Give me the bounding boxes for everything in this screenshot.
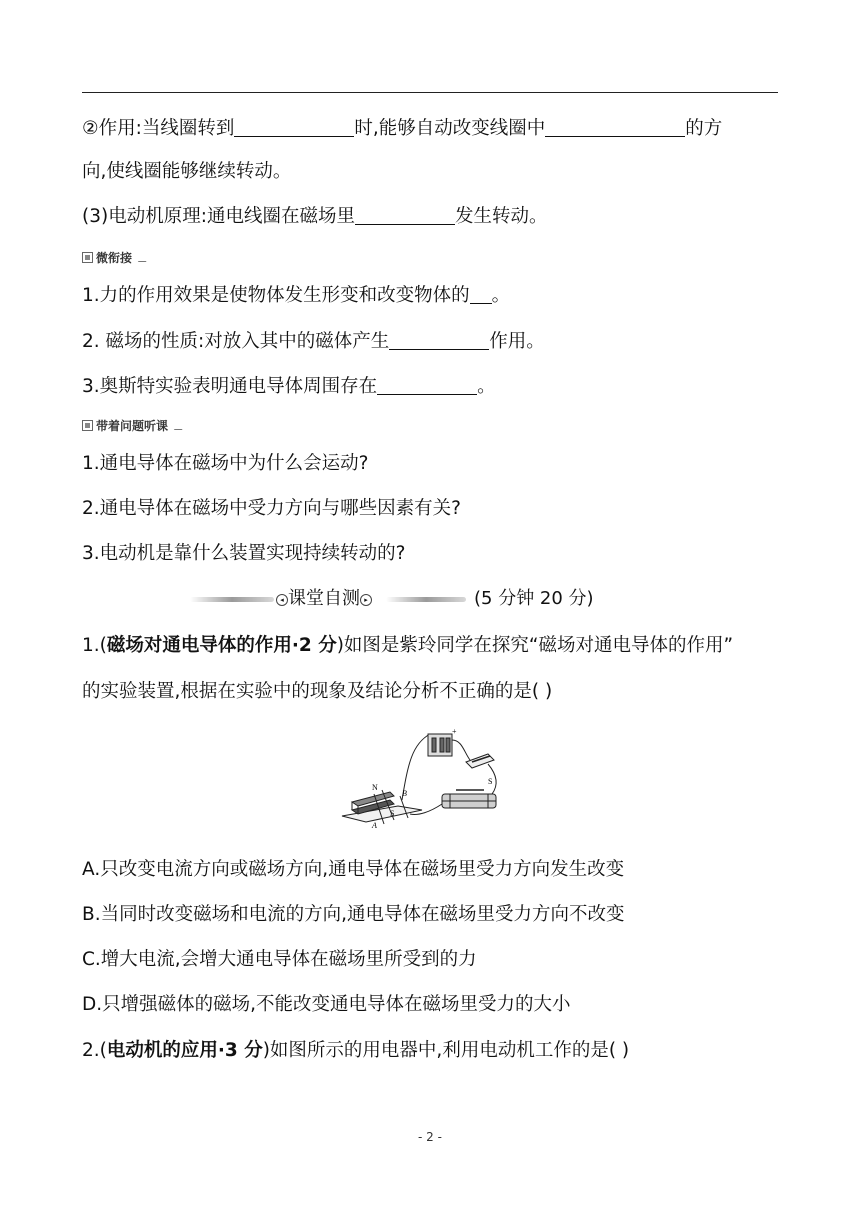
banner-bar-right: [386, 597, 466, 602]
text-line-1: [82, 117, 722, 141]
problem1-stem-a: )如图是紫玲同学在探究“磁场对通电导体的作用”: [336, 635, 734, 656]
bridge-item-1-a: 1.力的作用效果是使物体发生形变和改变物体的: [82, 285, 470, 306]
bridge-item-2-a: 2. 磁场的性质:对放入其中的磁体产生: [82, 331, 390, 352]
left-circle-marker-icon: ◂: [276, 594, 288, 606]
fill-blank-4[interactable]: [470, 285, 492, 304]
self-test-banner: [190, 586, 620, 612]
bridge-item-3-b: 。: [477, 376, 496, 397]
line3-part-b: 发生转动。: [454, 206, 548, 227]
label-s-switch: S: [488, 777, 493, 786]
bridge-item-1: [82, 284, 510, 308]
fill-blank-3[interactable]: [355, 206, 455, 225]
problem1-option-b[interactable]: B.当同时改变磁场和电流的方向,通电导体在磁场里受力方向不改变: [82, 904, 625, 925]
banner-title: 课堂自测: [288, 588, 360, 609]
fill-blank-2[interactable]: [545, 118, 685, 137]
line1-part-a: ②作用:当线圈转到: [82, 118, 235, 139]
line1-part-c: 的方: [685, 118, 723, 139]
fill-blank-1[interactable]: [234, 118, 354, 137]
bridge-item-2: [82, 330, 545, 354]
label-n: N: [372, 783, 378, 792]
label-s-magnet: S: [390, 809, 395, 818]
section-tag-questions: [82, 419, 178, 433]
problem1-option-a[interactable]: A.只改变电流方向或磁场方向,通电导体在磁场里受力方向发生改变: [82, 859, 625, 880]
fill-blank-6[interactable]: [377, 376, 477, 395]
listen-question-3: 3.电动机是靠什么装置实现持续转动的?: [82, 543, 406, 564]
line3-part-a: (3)电动机原理:通电线圈在磁场里: [82, 206, 355, 227]
bridge-item-3: [82, 375, 496, 399]
section-title-questions: 带着问题听课: [96, 419, 169, 433]
experiment-apparatus-figure: [338, 724, 524, 832]
banner-bar-left: [190, 597, 274, 602]
problem2-tag: 电动机的应用·3 分: [106, 1040, 263, 1061]
listen-question-1: 1.通电导体在磁场中为什么会运动?: [82, 453, 369, 474]
problem1-option-c[interactable]: C.增大电流,会增大通电导体在磁场里所受到的力: [82, 949, 477, 970]
square-bullet-icon: [82, 420, 93, 431]
listen-question-2: 2.通电导体在磁场中受力方向与哪些因素有关?: [82, 498, 461, 519]
section-tag-bridge: [82, 251, 142, 265]
problem1-option-d[interactable]: D.只增强磁体的磁场,不能改变通电导体在磁场里受力的大小: [82, 994, 571, 1015]
banner-time: (5 分钟 20 分): [474, 588, 594, 609]
problem1-prefix: 1.(: [82, 635, 107, 656]
problem2-stem-text: )如图所示的用电器中,利用电动机工作的是( ): [262, 1040, 630, 1061]
problem2-stem: [82, 1039, 629, 1063]
right-circle-marker-icon: ▸: [360, 594, 372, 606]
line1-part-b: 时,能够自动改变线圈中: [354, 118, 546, 139]
label-a: A: [372, 821, 377, 830]
problem1-tag: 磁场对通电导体的作用·2 分: [106, 635, 337, 656]
fill-blank-5[interactable]: [389, 331, 489, 350]
text-line-3: [82, 205, 547, 229]
label-plus: +: [452, 727, 457, 736]
section-title-bridge: 微衔接: [96, 251, 133, 265]
label-b: B: [402, 789, 407, 798]
header-rule: [82, 92, 778, 93]
bridge-item-3-a: 3.奥斯特实验表明通电导体周围存在: [82, 376, 378, 397]
bridge-item-1-b: 。: [491, 285, 511, 306]
problem1-stem-line1: [82, 634, 733, 658]
page-number: - 2 -: [418, 1130, 442, 1144]
problem1-stem-line2: 的实验装置,根据在实验中的现象及结论分析不正确的是( ): [82, 681, 553, 702]
problem2-prefix: 2.(: [82, 1040, 107, 1061]
banner-title-wrap: [276, 586, 372, 612]
text-line-2: 向,使线圈能够继续转动。: [82, 161, 292, 182]
bridge-item-2-b: 作用。: [489, 331, 545, 352]
square-bullet-icon: [82, 252, 93, 263]
